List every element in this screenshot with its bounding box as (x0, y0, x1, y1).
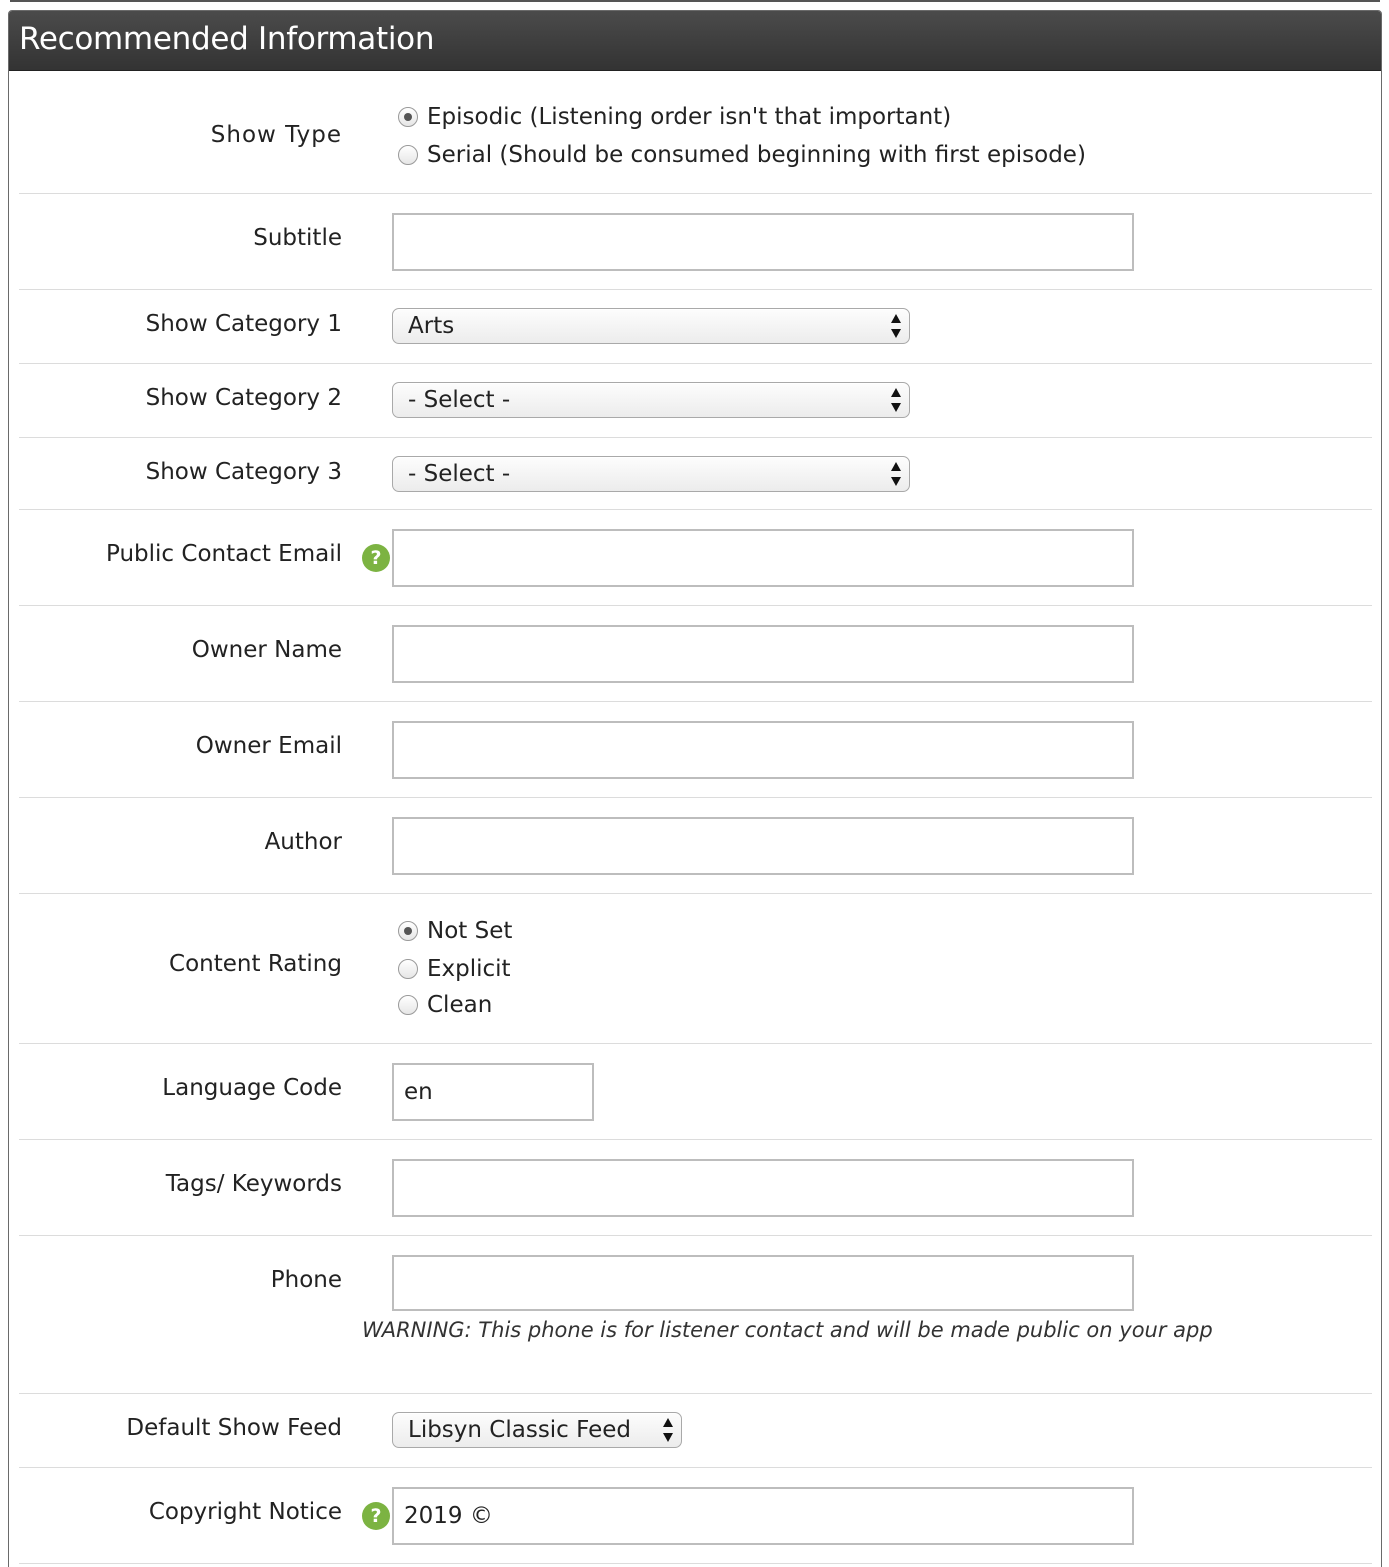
show-category-3-label: Show Category 3 (145, 459, 342, 485)
episodic-radio[interactable] (398, 107, 418, 127)
row-show-type (19, 72, 1372, 194)
clean-radio-label[interactable]: Clean (427, 992, 493, 1018)
serial-radio-label[interactable]: Serial (Should be consumed beginning with first episode) (427, 142, 1086, 168)
row-language-code (19, 1044, 1372, 1140)
row-author (19, 798, 1372, 894)
row-subtitle (19, 194, 1372, 290)
row-owner-email (19, 702, 1372, 798)
panel-title: Recommended Information (19, 21, 435, 57)
show-category-2-label: Show Category 2 (145, 385, 342, 411)
owner-name-label: Owner Name (191, 637, 342, 663)
show-category-1-select[interactable] (392, 308, 910, 344)
content-rating-label: Content Rating (169, 951, 342, 977)
updown-arrows-icon (890, 313, 902, 339)
not-set-radio[interactable] (398, 921, 418, 941)
author-input[interactable] (392, 817, 1134, 875)
show-category-2-value: - Select - (408, 387, 511, 413)
show-type-label: Show Type (210, 122, 342, 148)
tags-keywords-input[interactable] (392, 1159, 1134, 1217)
subtitle-input[interactable] (392, 213, 1134, 271)
episodic-radio-label[interactable]: Episodic (Listening order isn't that important) (427, 104, 952, 130)
row-content-rating (19, 894, 1372, 1044)
updown-arrows-icon (890, 461, 902, 487)
clean-radio[interactable] (398, 995, 418, 1015)
show-category-3-value: - Select - (408, 461, 511, 487)
default-show-feed-label: Default Show Feed (126, 1415, 342, 1441)
row-show-category-3 (19, 438, 1372, 510)
language-code-label: Language Code (162, 1075, 342, 1101)
row-show-category-1 (19, 290, 1372, 364)
show-category-1-value: Arts (408, 313, 455, 339)
question-circle-icon[interactable]: ? (362, 1502, 390, 1530)
phone-warning-text: WARNING: This phone is for listener contact and will be made public on your app (362, 1318, 1213, 1342)
row-default-show-feed (19, 1394, 1372, 1468)
language-code-input[interactable]: en (392, 1063, 594, 1121)
row-show-category-2 (19, 364, 1372, 438)
show-category-3-select[interactable] (392, 456, 910, 492)
default-show-feed-value: Libsyn Classic Feed (408, 1417, 632, 1443)
tags-keywords-label: Tags/ Keywords (165, 1171, 342, 1197)
top-divider (10, 0, 1380, 2)
recommended-information-panel (8, 10, 1382, 1567)
not-set-radio-label[interactable]: Not Set (427, 918, 513, 944)
row-copyright-notice (19, 1468, 1372, 1564)
row-tags-keywords (19, 1140, 1372, 1236)
author-label: Author (264, 829, 342, 855)
explicit-radio-label[interactable]: Explicit (427, 956, 511, 982)
question-circle-icon[interactable]: ? (362, 544, 390, 572)
owner-email-label: Owner Email (195, 733, 342, 759)
updown-arrows-icon (890, 387, 902, 413)
owner-email-input[interactable] (392, 721, 1134, 779)
row-phone (19, 1236, 1372, 1394)
serial-radio[interactable] (398, 145, 418, 165)
copyright-notice-input[interactable]: 2019 © (392, 1487, 1134, 1545)
row-public-contact-email (19, 510, 1372, 606)
explicit-radio[interactable] (398, 959, 418, 979)
panel-header (9, 11, 1381, 71)
default-show-feed-select[interactable] (392, 1412, 682, 1448)
subtitle-label: Subtitle (253, 225, 342, 251)
phone-label: Phone (270, 1267, 342, 1293)
phone-input[interactable] (392, 1255, 1134, 1311)
public-contact-email-input[interactable] (392, 529, 1134, 587)
show-category-1-label: Show Category 1 (145, 311, 342, 337)
copyright-notice-label: Copyright Notice (148, 1499, 342, 1525)
owner-name-input[interactable] (392, 625, 1134, 683)
row-owner-name (19, 606, 1372, 702)
public-contact-email-label: Public Contact Email (106, 541, 342, 567)
updown-arrows-icon (662, 1417, 674, 1443)
show-category-2-select[interactable] (392, 382, 910, 418)
